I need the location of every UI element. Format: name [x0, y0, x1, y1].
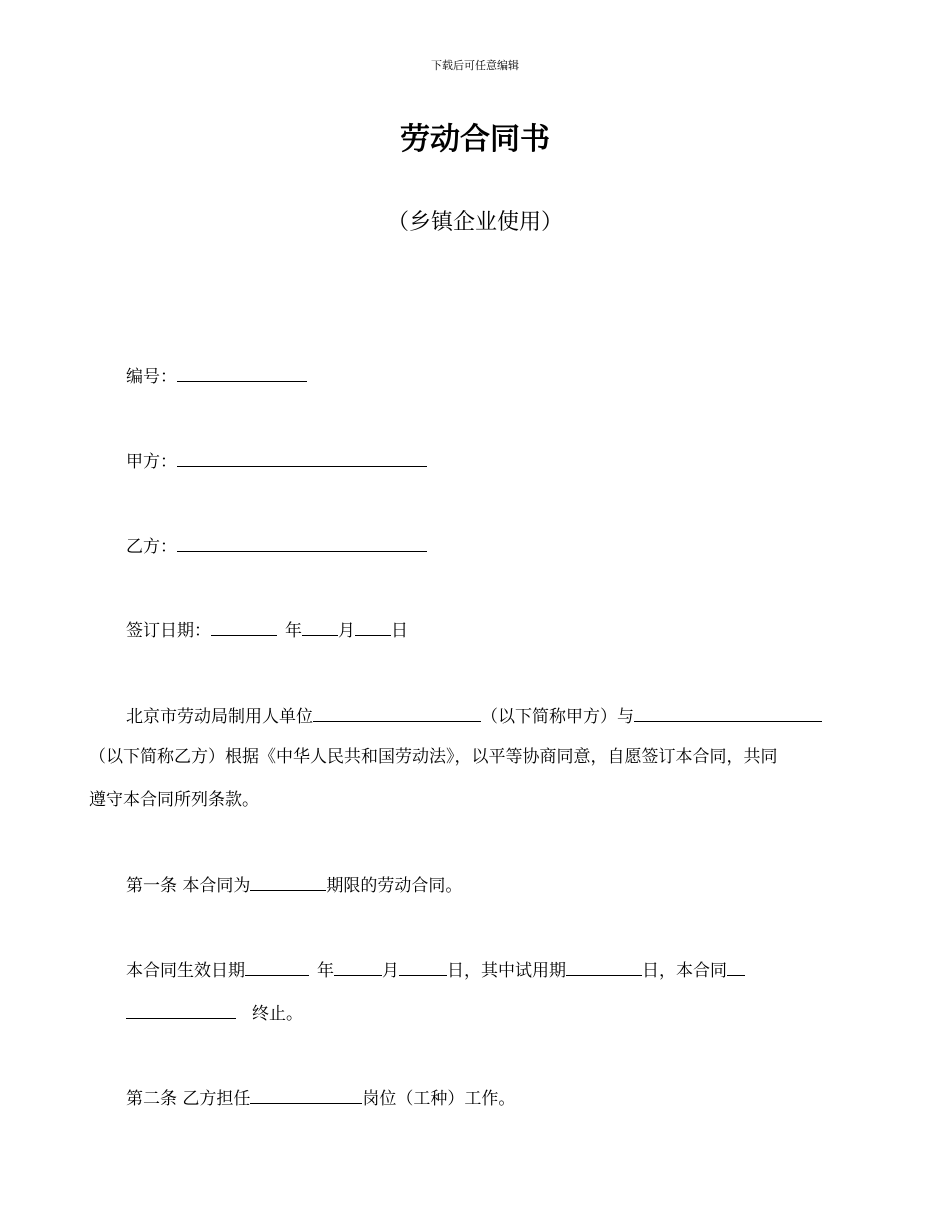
- sign-day-label: 日: [391, 621, 408, 641]
- employee-blank[interactable]: [634, 703, 822, 722]
- effective-year-blank[interactable]: [245, 957, 309, 976]
- preamble-line-2: （以下简称乙方）根据《中华人民共和国劳动法》，以平等协商同意，自愿签订本合同，共同: [89, 747, 778, 767]
- article-1-text-a: 第一条 本合同为: [126, 876, 251, 896]
- end-date-blank-1[interactable]: [727, 957, 745, 976]
- sign-date-field: [126, 617, 408, 643]
- effective-year-label: 年: [317, 961, 334, 981]
- effective-month-blank[interactable]: [334, 957, 382, 976]
- sign-year-label: 年: [285, 621, 302, 641]
- article-2: [126, 1085, 515, 1111]
- contract-term-blank[interactable]: [250, 872, 326, 891]
- party-a-field: [126, 448, 427, 474]
- end-date-blank-2[interactable]: [126, 1000, 236, 1019]
- party-b-label: 乙方：: [126, 537, 177, 557]
- position-blank[interactable]: [250, 1085, 362, 1104]
- trial-period-blank[interactable]: [566, 957, 642, 976]
- preamble-text-2: （以下简称甲方）与: [481, 707, 634, 727]
- article-1-text-b: 期限的劳动合同。: [326, 876, 463, 896]
- sign-month-blank[interactable]: [302, 617, 338, 636]
- trial-text: 日，其中试用期: [447, 961, 566, 981]
- document-subtitle: （乡镇企业使用）: [386, 210, 563, 235]
- sign-date-label: 签订日期：: [126, 621, 211, 641]
- number-field: [126, 363, 307, 389]
- end-text: 日，本合同: [642, 961, 727, 981]
- preamble-line-1: [126, 703, 822, 729]
- effective-day-blank[interactable]: [399, 957, 447, 976]
- effective-month-label: 月: [382, 961, 399, 981]
- effective-date-line: [126, 957, 745, 983]
- article-2-text-a: 第二条 乙方担任: [126, 1089, 251, 1109]
- party-b-blank[interactable]: [177, 533, 427, 552]
- preamble-line-3: 遵守本合同所列条款。: [89, 790, 259, 810]
- article-1: [126, 872, 462, 898]
- header-watermark: 下载后可任意编辑: [431, 59, 519, 72]
- number-blank[interactable]: [177, 363, 307, 382]
- effective-text: 本合同生效日期: [126, 961, 245, 981]
- employer-blank[interactable]: [313, 703, 481, 722]
- sign-month-label: 月: [338, 621, 355, 641]
- article-2-text-b: 岗位（工种）工作。: [362, 1089, 516, 1109]
- number-label: 编号：: [126, 367, 177, 387]
- document-title: 劳动合同书: [400, 122, 550, 157]
- sign-day-blank[interactable]: [355, 617, 391, 636]
- party-a-label: 甲方：: [126, 452, 177, 472]
- sign-year-blank[interactable]: [211, 617, 277, 636]
- preamble-text-1: 北京市劳动局制用人单位: [126, 707, 313, 727]
- party-a-blank[interactable]: [177, 448, 427, 467]
- effective-date-line-2: [126, 1000, 303, 1026]
- end-label: 终止。: [252, 1004, 303, 1024]
- party-b-field: [126, 533, 427, 559]
